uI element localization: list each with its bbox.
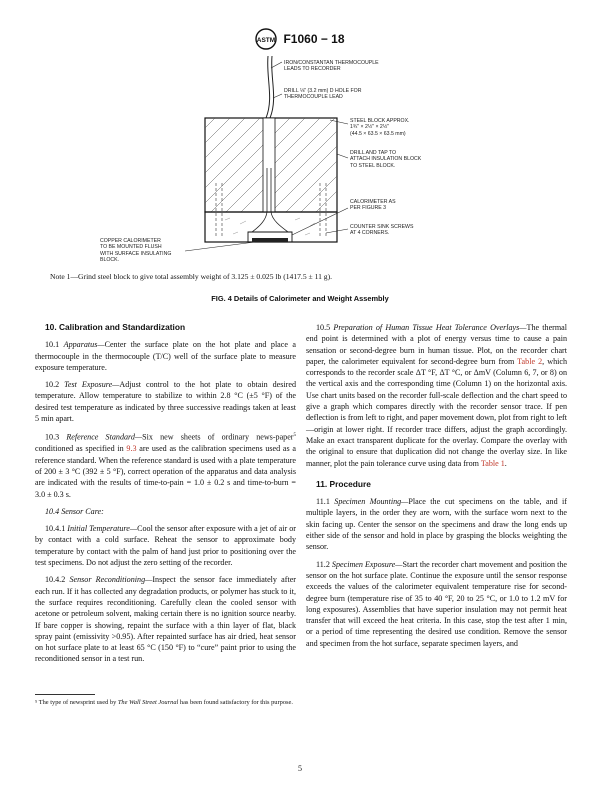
para-10-4-2: 10.4.2 Sensor Reconditioning—Inspect the sensor face immediately after each run. If it has collected any degradation products, or polymer has stuck to it, the surface requires reconditioning. Carefully clean the cooled sensor with acetone or petroleum solvent, making certain there is no ignition source nearby. If bare copper is showing, repaint the surface with a thin layer of flat, black spray paint (emissivity >0.95). After repainted surface has air dried, heat sensor on hot surface plate to at least 65 °C (150 °F) to “cure” paint prior to using the reconditioned sensor in a test run. bbox=[35, 575, 296, 664]
figure-note: Note 1—Grind steel block to give total assembly weight of 3.125 ± 0.025 lb (1417.5 ± 11 g). bbox=[50, 272, 333, 281]
label-thermocouple: IRON/CONSTANTAN THERMOCOUPLE LEADS TO RECORDER bbox=[284, 60, 379, 73]
para-10-4: 10.4 Sensor Care: bbox=[45, 506, 104, 516]
section-title-10: 10. Calibration and Standardization bbox=[45, 322, 186, 332]
page-number: 5 bbox=[298, 764, 302, 773]
footnote-rule bbox=[35, 694, 95, 695]
para-10-3: 10.3 Reference Standard—Six new sheets of ordinary news-paper$^5$ conditioned as specified in 9.3 are used as the calibration specimens used as a reference standard. When the reference standard is used with a plate temperature of 200 ± 3 °C (392 ± 5 °F), correct operation of the apparatus and data analysis are indicated with the results of time-to-pain = 1.0 ± 0.2 s and time-to-burn = 3.0 ± 0.3 s. bbox=[35, 433, 296, 499]
ref-9-3[interactable]: 9.3 bbox=[126, 444, 137, 454]
right-column bbox=[306, 322, 567, 655]
ref-table-2[interactable]: Table 2 bbox=[517, 356, 543, 366]
label-drill-tap: DRILL AND TAP TO ATTACH INSULATION BLOCK TO STEEL BLOCK. bbox=[350, 150, 422, 169]
para-10-1: 10.1 Apparatus—Center the surface plate on the hot plate and place a thermocouple in the thermocouple (T/C) well of the surface plate to measure exposure temperature. bbox=[35, 340, 297, 372]
ref-table-1[interactable]: Table 1 bbox=[480, 458, 505, 468]
astm-logo-icon bbox=[255, 28, 277, 50]
left-column bbox=[35, 322, 296, 671]
label-screws: COUNTER SINK SCREWS AT 4 CORNERS. bbox=[350, 224, 414, 237]
figure-4 bbox=[30, 48, 570, 273]
page-header bbox=[0, 28, 600, 50]
para-11-2: 11.2 Specimen Exposure—Start the recorder chart movement and position the sensor on the hot surface plate. Continue the exposure until the sensor response exceeds the values of the calorimeter equivalent temperature rise for second-degree burn (temperature rise of 35 to 40 °F, 20 to 25 °C, or 1.0 to 1.2 mV for long exposures). Assemblies that have superior insulation may not permit heat transfer that will exceed the heat criteria. In this case, stop the test after 1 min, or a period of time representing the desired use condition. Remove the sensor and specimen from the hot surface, separate specimen layers, and bbox=[306, 559, 568, 648]
para-10-5: 10.5 Preparation of Human Tissue Heat Tolerance Overlays—The thermal end point is determined with a plot of energy versus time to cause a pain sensation or second-degree burn in human tissue. Plot, on the recorder chart paper, the calorimeter equivalent for second-degree burn from Table 2, which corresponds to the recorder scale ΔT °F, ΔT °C, or ΔmV (Column 6, 7, or 8) on the vertical axis and the corresponding time (Column 1) on the horizontal axis. Use chart units based on the recorder full-scale deflection and the chart speed to give a graph which compares directly with the recorder sensor trace. If pen deflection is from left to right, and paper movement down, plot from right to left—origin at lower right. If recorder trace differs, adjust the graph accordingly. Make an exact transparent duplicate for the overlay. Compare the overlay with the original to ensure that duplication did not change the overlay size. In like manner, plot the pain tolerance curve using data from Table 1. bbox=[306, 323, 568, 468]
label-calorimeter: CALORIMETER AS PER FIGURE 3 bbox=[350, 199, 396, 212]
document-id: F1060 − 18 bbox=[283, 32, 345, 46]
para-10-4-1: 10.4.1 Initial Temperature—Cool the sensor after exposure with a jet of air or by contact with a cold surface. Reheat the sensor to approximate body temperature by contact with the palm of hand just prior to positioning over the test specimens. Do not adjust the zero setting of the recorder. bbox=[35, 524, 296, 568]
para-10-2: 10.2 Test Exposure—Adjust control to the hot plate to obtain desired temperature. Allow temperature to stabilize to within 2.8 °C (±5 °F) of the desired test temperature as indicated by three successive readings taken at least 5 min apart. bbox=[35, 380, 297, 424]
label-steel-block: STEEL BLOCK APPROX. 1¾" × 2½" × 2½" (44.5 × 63.5 × 63.5 mm) bbox=[350, 118, 410, 137]
figure-caption: FIG. 4 Details of Calorimeter and Weight Assembly bbox=[211, 294, 389, 303]
footnote-5: ⁵ The type of newsprint used by The Wall Street Journal has been found satisfactory for this purpose. bbox=[35, 699, 293, 706]
label-drill: DRILL ⅛" (3.2 mm) D HOLE FOR THERMOCOUPLE LEAD bbox=[284, 88, 362, 101]
section-title-11: 11. Procedure bbox=[316, 478, 371, 489]
svg-text:ASTM: ASTM bbox=[257, 37, 276, 44]
label-copper: COPPER CALORIMETER TO BE MOUNTED FLUSH WITH SURFACE INSULATING BLOCK. bbox=[100, 238, 172, 264]
para-11-1: 11.1 Specimen Mounting—Place the cut specimens on the table, and if multiple layers, in the order they are worn, with the surface worn next to the skin facing up. Center the sensor on the specimens and draw the long ends up either side of the sensor and hold in place by grasping the blocks weighting the sensor. bbox=[306, 497, 567, 552]
